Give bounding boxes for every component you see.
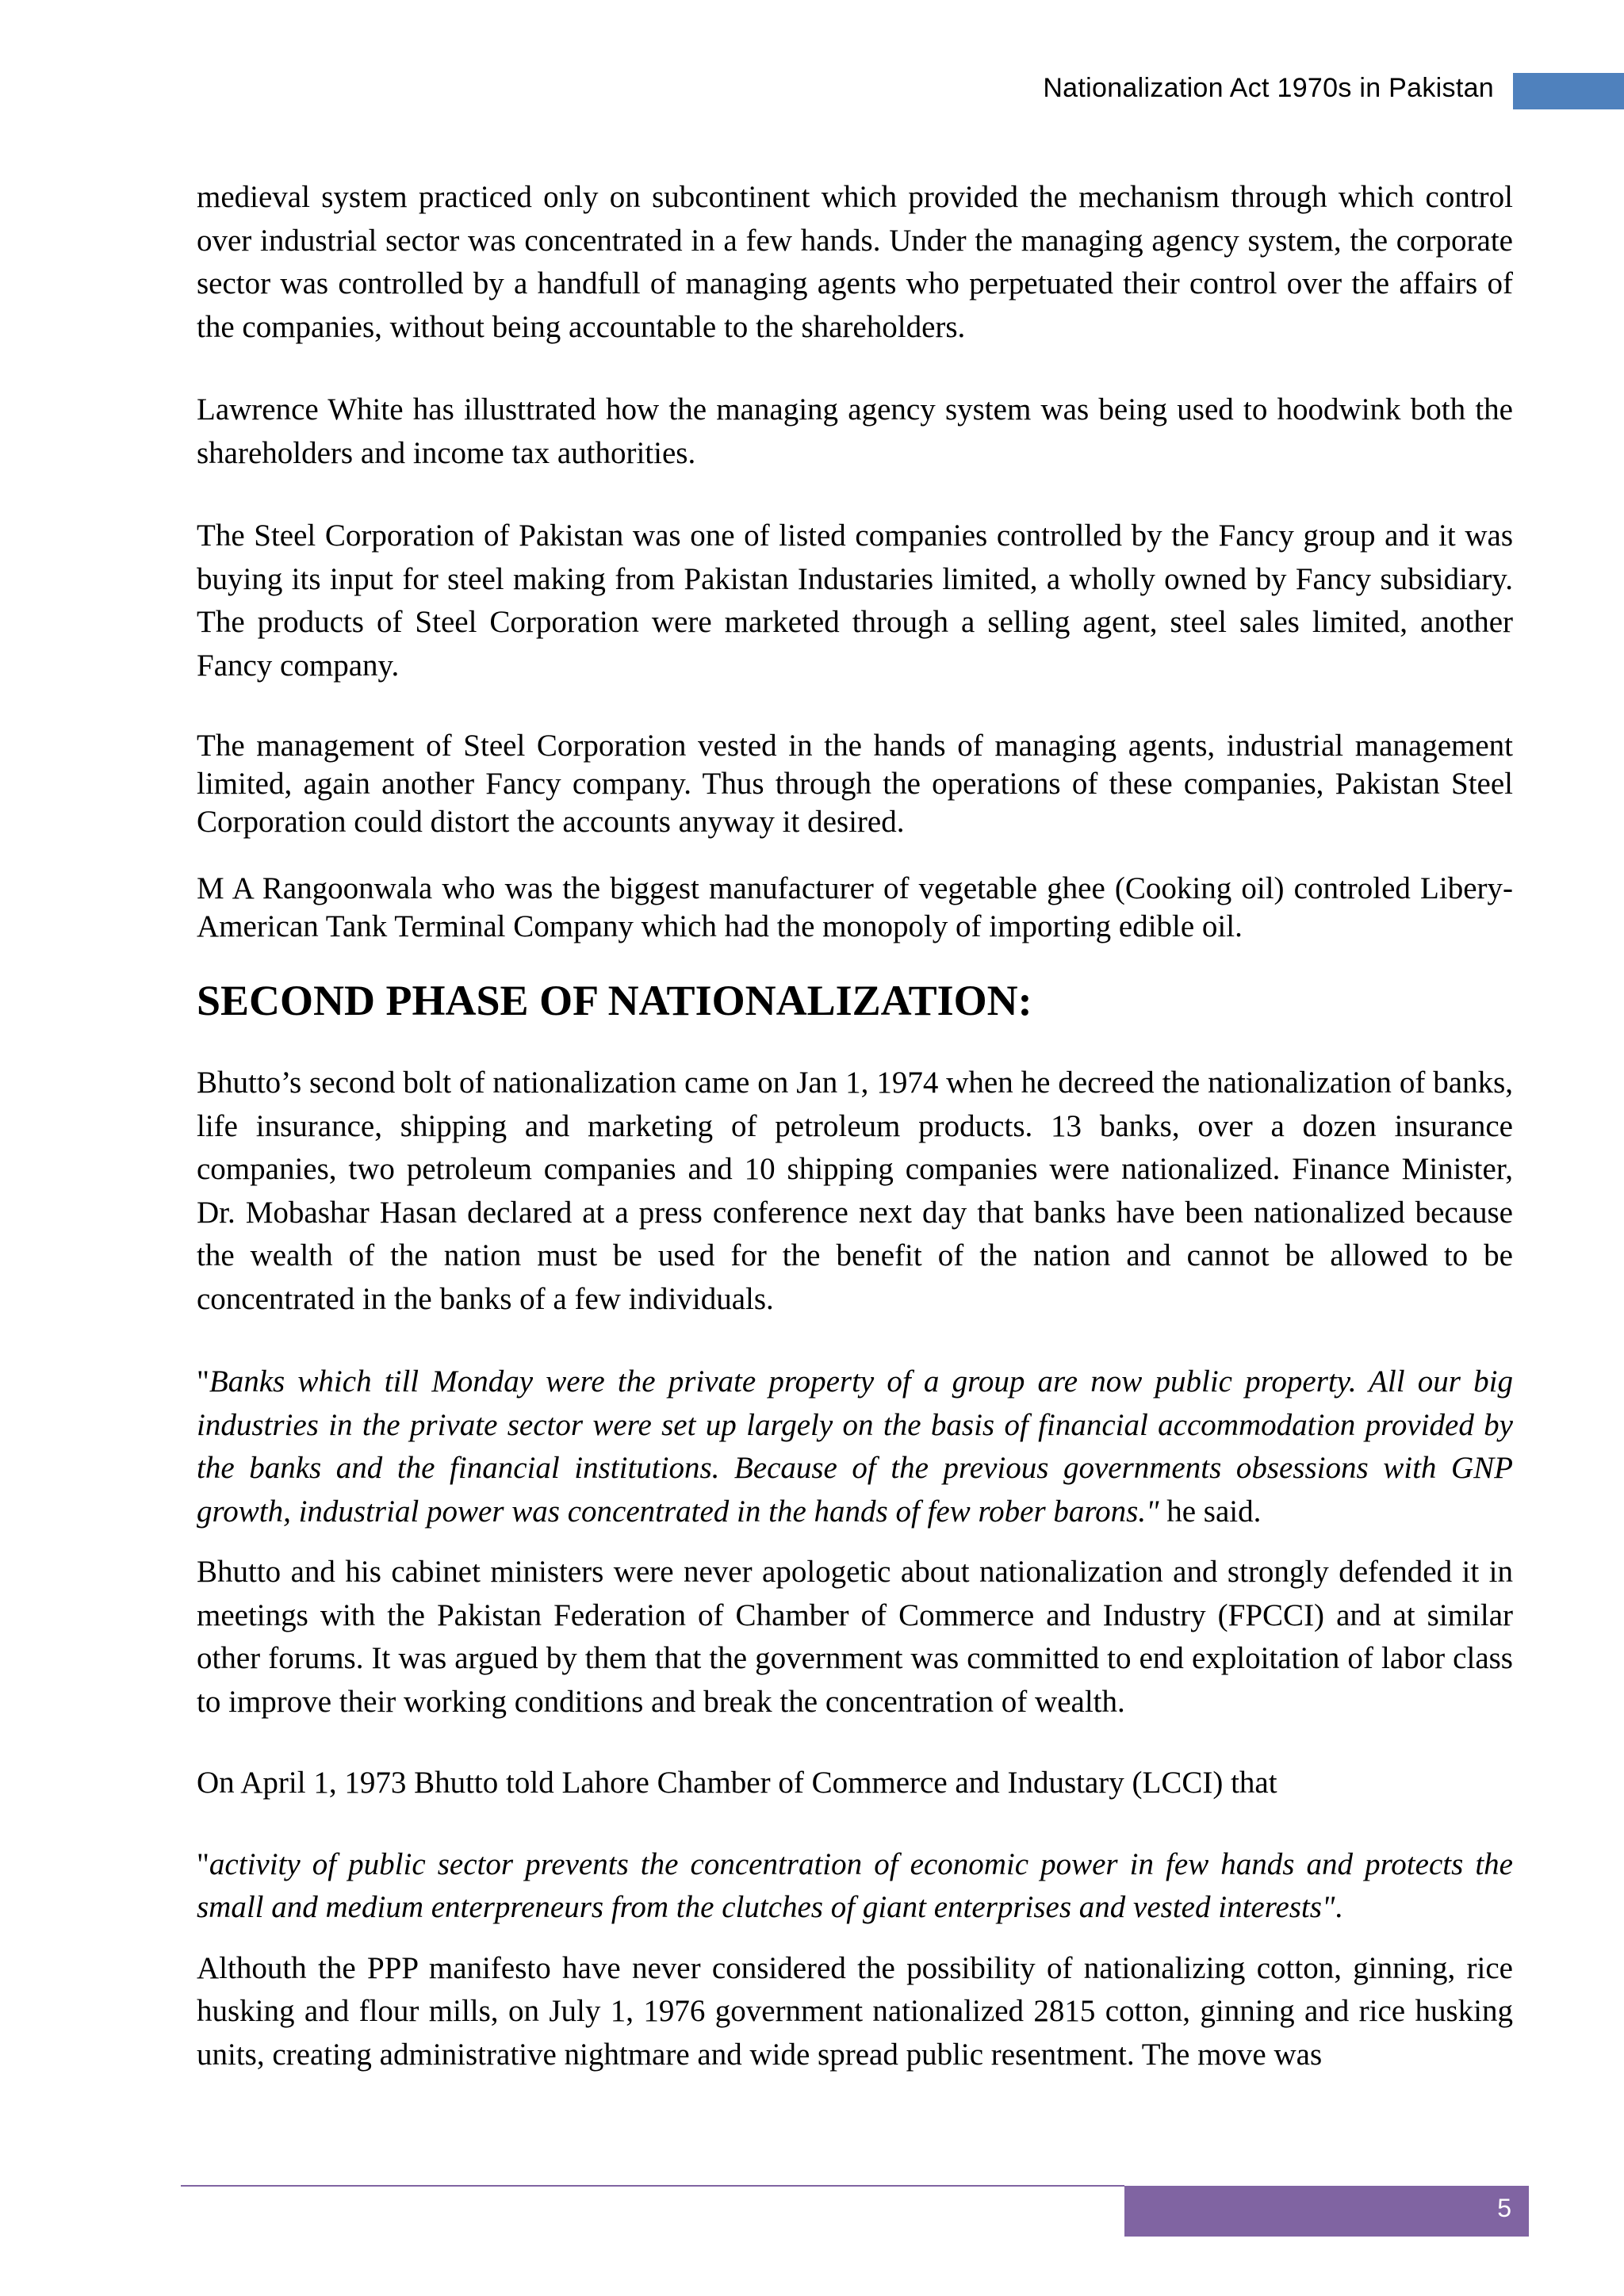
paragraph-lcci: On April 1, 1973 Bhutto told Lahore Chamber of Commerce and Industary (LCCI) that [197,1766,1277,1800]
footer-rule [181,2185,1124,2187]
paragraph-rangoonwala: M A Rangoonwala who was the biggest manufacturer of vegetable ghee (Cooking oil) controled Libery-American Tank Terminal Company which had the monopoly of importing edible oil. [197,871,1513,943]
header-accent-block [1513,73,1624,109]
quote-public-sector-text: activity of public sector prevents the concentration of economic power in few hands and protects the small and medium enterpreneurs from the clutches of giant enterprises and vested interests" [197,1846,1513,1924]
paragraph-steel-management: The management of Steel Corporation vested in the hands of managing agents, industrial management limited, again another Fancy company. Thus through the operations of these companies, Pakistan Steel Corporation could distort the accounts anyway it desired. [197,729,1513,839]
quote-attribution: he said. [1159,1494,1262,1529]
page-number: 5 [1124,2186,1529,2237]
paragraph-ppp-manifesto: Althouth the PPP manifesto have never considered the possibility of nationalizing cotton, ginning, rice husking and flour mills, on July 1, 1976 government nationalized 2815 cotton, ginning and rice husking units, creating administrative nightmare and wide spread public resentment. The move was [197,1950,1513,2072]
quote-public-sector-paragraph [197,1843,1513,1930]
quote-open-mark: " [197,1846,209,1881]
paragraph-cabinet-ministers: Bhutto and his cabinet ministers were never apologetic about nationalization and strongly defended it in meetings with the Pakistan Federation of Chamber of Commerce and Industry (FPCCI) and at similar other forums. It was argued by them that the government was committed to end exploitation of labor class to improve their working conditions and break the concentration of wealth. [197,1555,1513,1719]
quote-banks-text: Banks which till Monday were the private property of a group are now public property. All our big industries in the private sector were set up largely on the basis of financial accommodation provided by the banks and the financial institutions. Because of the previous governments obsessions with GNP growth, industrial power was concentrated in the hands of few rober barons." [197,1364,1513,1529]
paragraph-second-phase: Bhutto’s second bolt of nationalization came on Jan 1, 1974 when he decreed the nationalization of banks, life insurance, shipping and marketing of petroleum products. 13 banks, over a dozen insurance companies, two petroleum companies and 10 shipping companies were nationalized. Finance Minister, Dr. Mobashar Hasan declared at a press conference next day that banks have been nationalized because the wealth of the nation must be used for the benefit of the nation and cannot be allowed to be concentrated in the banks of a few individuals. [197,1066,1513,1316]
page-content [197,176,1513,2076]
paragraph-steel-corporation: The Steel Corporation of Pakistan was one of listed companies controlled by the Fancy group and it was buying its input for steel making from Pakistan Industaries limited, a wholly owned by Fancy subsidiary. The products of Steel Corporation were marketed through a selling agent, steel sales limited, another Fancy company. [197,519,1513,683]
paragraph-lawrence-white: Lawrence White has illusttrated how the managing agency system was being used to hoodwink both the shareholders and income tax authorities. [197,392,1513,470]
paragraph-managing-agency: medieval system practiced only on subcontinent which provided the mechanism through which control over industrial sector was concentrated in a few hands. Under the managing agency system, the corporate sector was controlled by a handfull of managing agents who perpetuated their control over the affairs of the companies, without being accountable to the shareholders. [197,180,1513,344]
running-header-title: Nationalization Act 1970s in Pakistan [1043,73,1494,103]
quote-open-mark: " [197,1364,209,1399]
quote-banks-paragraph [197,1360,1513,1533]
quote-end-period: . [1335,1890,1343,1924]
section-heading: SECOND PHASE OF NATIONALIZATION: [197,977,1032,1024]
